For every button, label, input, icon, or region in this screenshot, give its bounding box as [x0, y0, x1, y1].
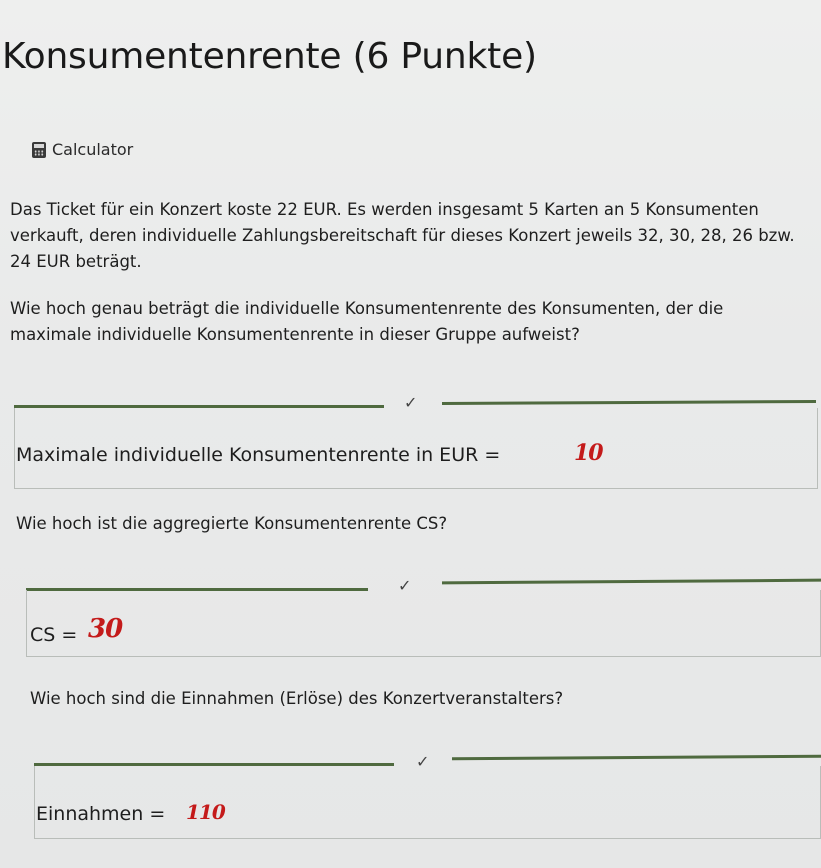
answer-3-handwritten-value: 110	[186, 800, 225, 824]
answer-3-rule-right	[452, 755, 821, 761]
calculator-label: Calculator	[52, 140, 134, 159]
answer-1-rule-right	[442, 400, 816, 405]
answer-2-rule-right	[442, 579, 821, 585]
calculator-icon	[32, 142, 46, 158]
question-1-text: Wie hoch genau beträgt die individuelle Konsumentenrente des Konsumenten, der die maximale individuelle Konsumentenrente in dieser Gruppe aufweist?	[10, 299, 724, 344]
answer-1-check-icon: ✓	[404, 393, 418, 412]
calculator-link[interactable]	[32, 140, 133, 159]
answer-3-check-icon: ✓	[416, 752, 430, 771]
question-2-text: Wie hoch ist die aggregierte Konsumentenrente CS?	[16, 514, 448, 533]
answer-1-label: Maximale individuelle Konsumentenrente in EUR =	[16, 444, 501, 466]
answer-2-field[interactable]	[26, 590, 821, 657]
problem-intro: Das Ticket für ein Konzert koste 22 EUR. Es werden insgesamt 5 Karten an 5 Konsumenten verkauft, deren individuelle Zahlungsbereitschaft für dieses Konzert jeweils 32, 30, 28, 26 bzw. 24 EUR beträgt.	[10, 200, 795, 271]
answer-1-handwritten-value: 10	[574, 440, 603, 466]
answer-3-label: Einnahmen =	[36, 803, 166, 825]
page-title: Konsumentenrente (6 Punkte)	[2, 36, 537, 77]
question-3-text: Wie hoch sind die Einnahmen (Erlöse) des Konzertveranstalters?	[30, 689, 564, 708]
answer-2-check-icon: ✓	[398, 576, 412, 595]
answer-2-label: CS =	[30, 624, 78, 646]
answer-2-handwritten-value: 30	[88, 614, 123, 644]
